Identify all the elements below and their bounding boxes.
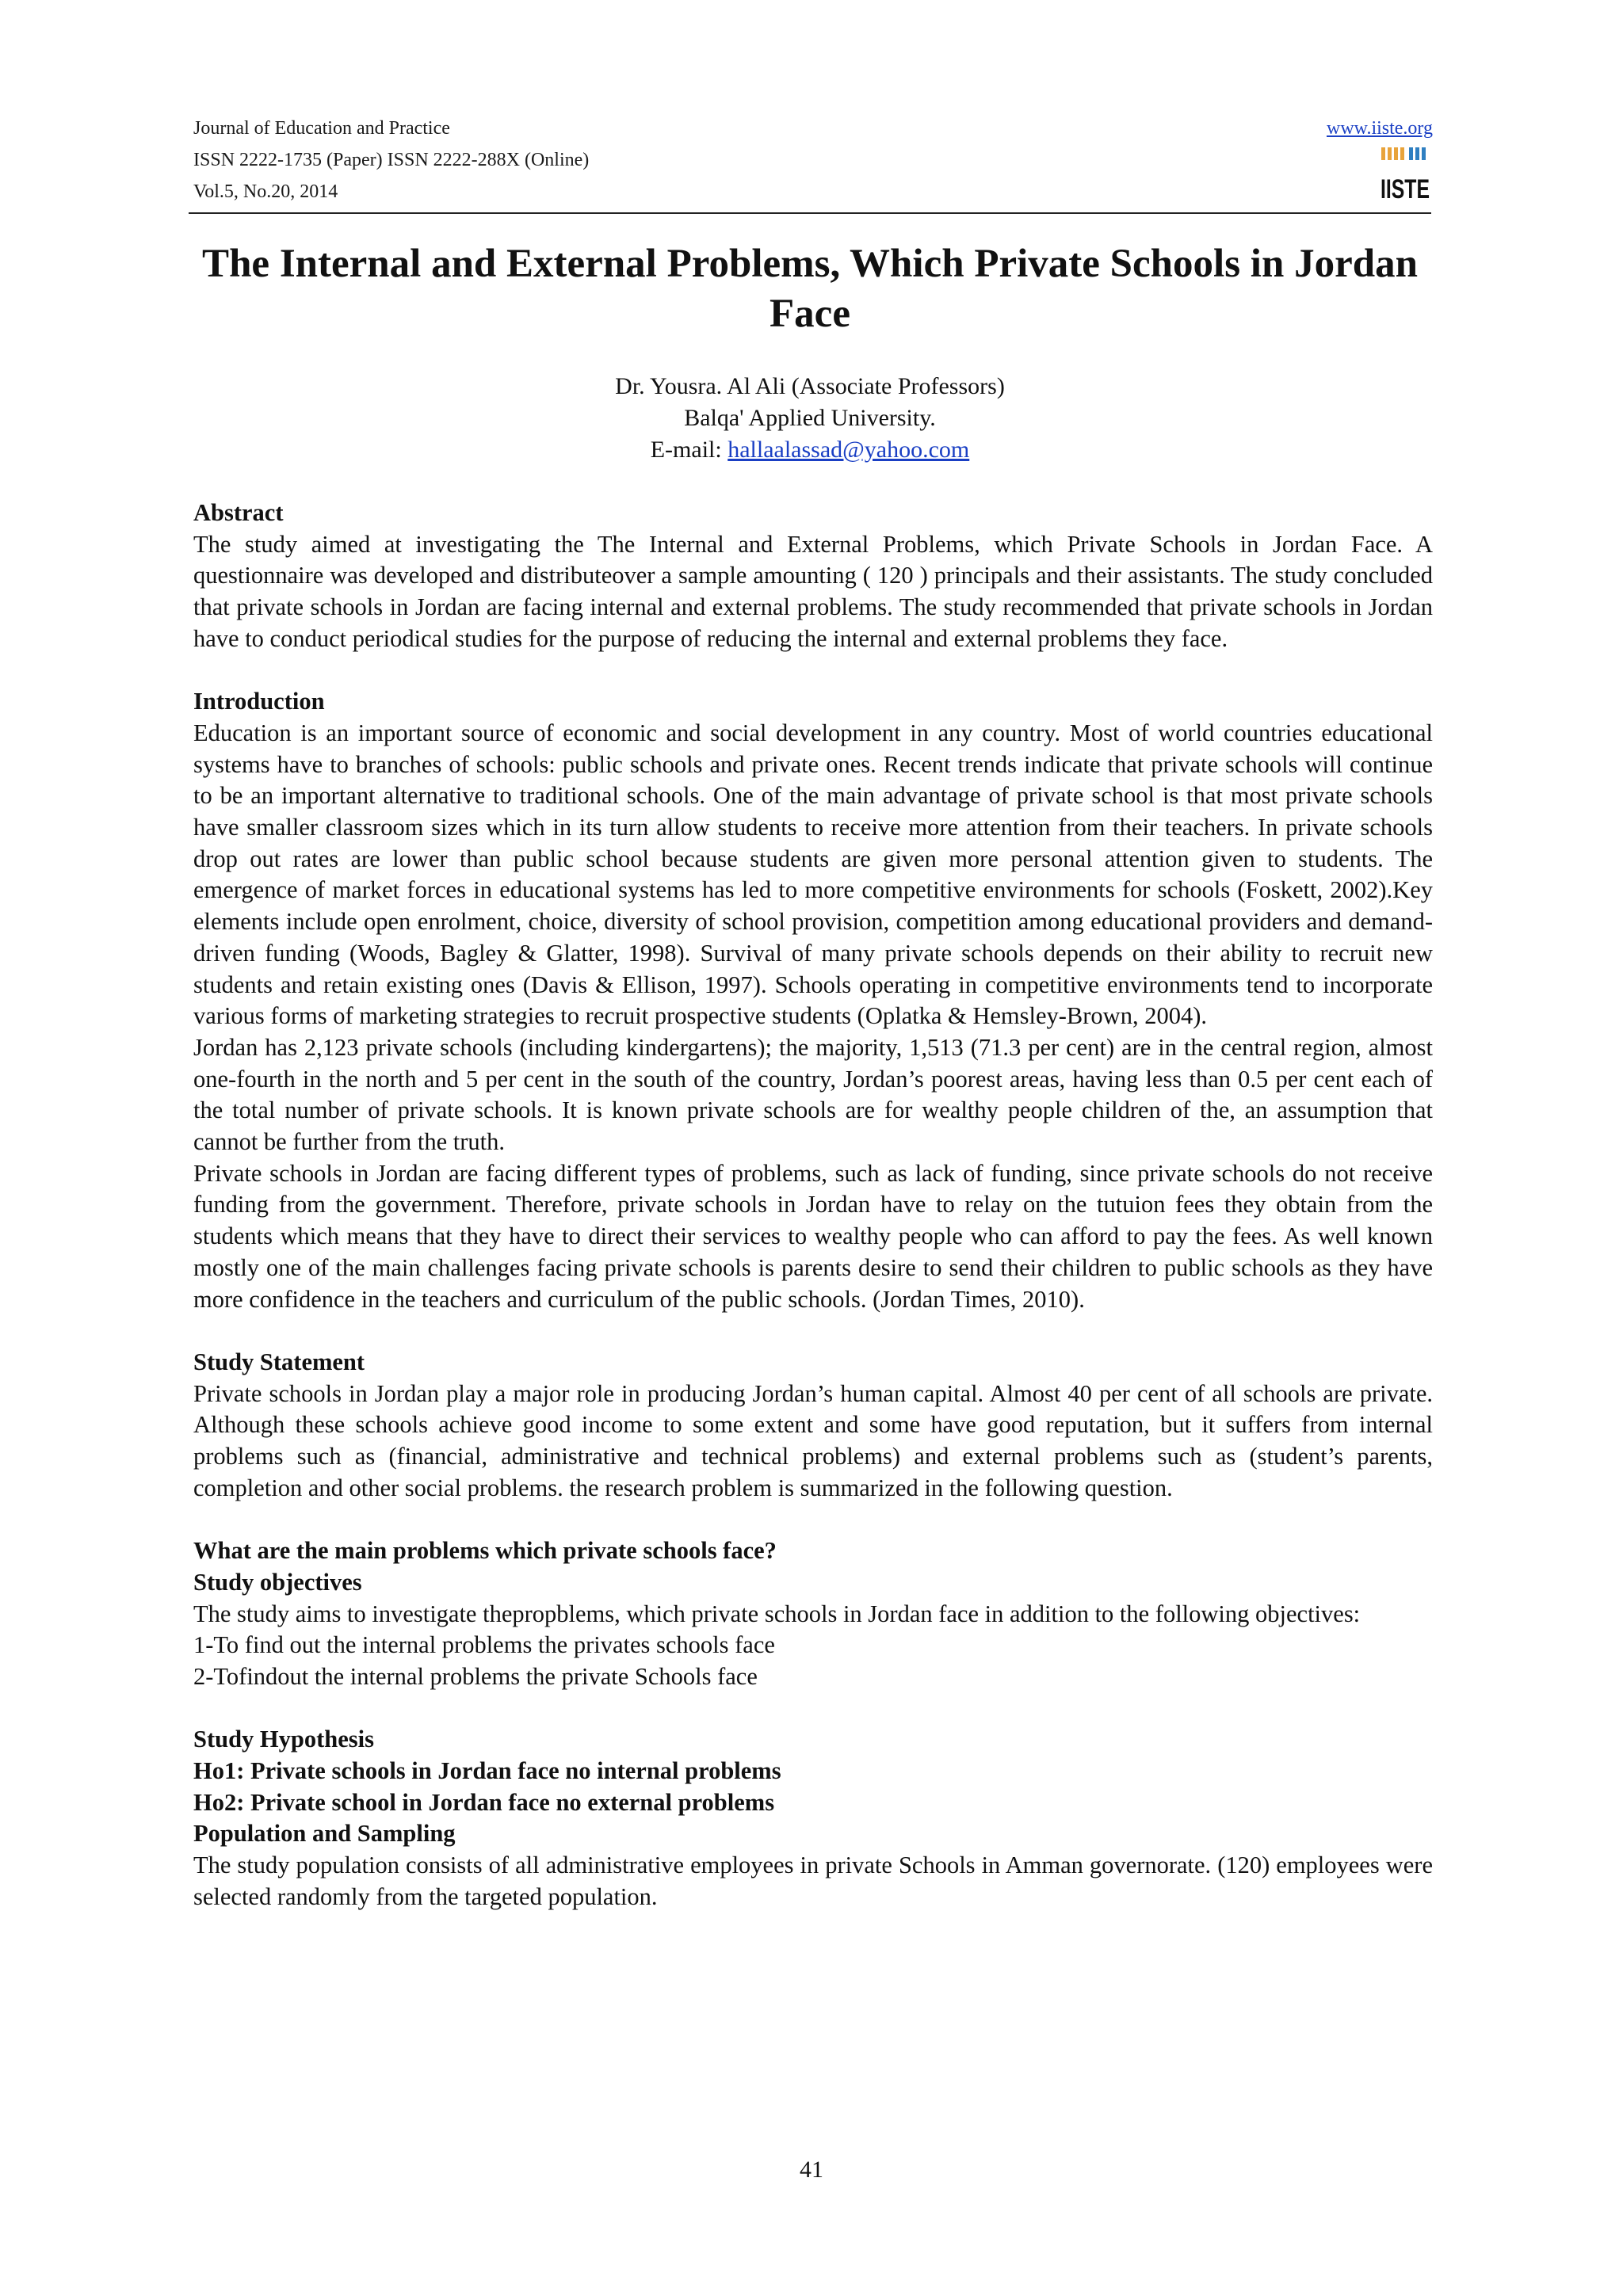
journal-header	[193, 113, 589, 208]
hypothesis-ho2: Ho2: Private school in Jordan face no external problems	[193, 1788, 775, 1816]
email-label: E-mail:	[650, 437, 728, 463]
paper-body	[193, 498, 1433, 1913]
research-question: What are the main problems which private schools face?	[193, 1537, 777, 1565]
hypothesis-heading: Study Hypothesis	[193, 1726, 374, 1753]
author-name: Dr. Yousra. Al Ali (Associate Professors)	[615, 373, 1005, 399]
objective-item-1: 1-To find out the internal problems the privates schools face	[193, 1631, 775, 1659]
population-text: The study population consists of all administrative employees in private Schools in Amman governorate. (120) employees were selected randomly from the targeted population.	[193, 1852, 1433, 1910]
journal-name: Journal of Education and Practice	[193, 118, 450, 139]
introduction-heading: Introduction	[193, 688, 325, 715]
introduction-paragraph-3: Private schools in Jordan are facing different types of problems, such as lack of funding, since private schools do not receive funding from the government. Therefore, private schools in Jordan have to relay on the tutuion fees they obtain from the students which means that they have to direct their services to wealthy people who can afford to pay the fees. As well known mostly one of the main challenges facing private schools is parents desire to send their children to public schools as they have more confidence in the teachers and curriculum of the public schools. (Jordan Times, 2010).	[193, 1159, 1433, 1313]
journal-volume: Vol.5, No.20, 2014	[193, 181, 338, 202]
hypothesis-ho1: Ho1: Private schools in Jordan face no internal problems	[193, 1757, 781, 1785]
objective-item-2: 2-Tofindout the internal problems the private Schools face	[193, 1662, 758, 1690]
introduction-paragraph-2: Jordan has 2,123 private schools (including kindergartens); the majority, 1,513 (71.3 per cent) are in the central region, almost one-fourth in the north and 5 per cent in the south of the country, Jordan’s poorest areas, having less than 0.5 per cent each of the total number of private schools. It is known private schools are for wealthy people children of the, an assumption that cannot be further from the truth.	[193, 1033, 1433, 1156]
logo-text: IISTE	[1381, 174, 1430, 204]
study-statement-heading: Study Statement	[193, 1348, 365, 1375]
population-heading: Population and Sampling	[193, 1820, 456, 1848]
journal-website-link[interactable]: www.iiste.org	[1327, 118, 1433, 139]
author-affiliation: Balqa' Applied University.	[684, 405, 936, 431]
iiste-logo-icon	[1379, 146, 1431, 203]
study-statement-text: Private schools in Jordan play a major role in producing Jordan’s human capital. Almost 40 per cent of all schools are private. Although these schools achieve good income to some extent and some have good reputation, but it suffers from internal problems such as (financial, administrative and technical problems) and external problems such as (student’s parents, completion and other social problems. the research problem is summarized in the following question.	[193, 1379, 1433, 1501]
objectives-text: The study aims to investigate thepropblems, which private schools in Jordan face in addition to the following objectives:	[193, 1600, 1361, 1627]
abstract-heading: Abstract	[193, 499, 284, 526]
journal-issn: ISSN 2222-1735 (Paper) ISSN 2222-288X (Online)	[193, 150, 590, 170]
introduction-paragraph-1: Education is an important source of economic and social development in any country. Most of world countries educational systems have to branches of schools: public schools and private ones. Recent trends indicate that private schools will continue to be an important alternative to traditional schools. One of the main advantage of private school is that most private schools have smaller classroom sizes which in its turn allow students to receive more attention from their teachers. In private schools drop out rates are lower than public school because students are given more personal attention given to students. The emergence of market forces in educational systems has led to more competitive environments for schools (Foskett, 2002).Key elements include open enrolment, choice, diversity of school provision, competition among educational providers and demand-driven funding (Woods, Bagley & Glatter, 1998). Survival of many private schools depends on their ability to recruit new students and retain existing ones (Davis & Ellison, 1997). Schools operating in competitive environments tend to incorporate various forms of marketing strategies to recruit prospective students (Oplatka & Hemsley-Brown, 2004).	[193, 719, 1433, 1030]
author-block	[189, 371, 1431, 466]
author-email-line	[189, 434, 1431, 466]
objectives-heading: Study objectives	[193, 1568, 362, 1596]
paper-title: The Internal and External Problems, Which Private Schools in Jordan Face	[202, 242, 1418, 336]
abstract-text: The study aimed at investigating the The Internal and External Problems, which Private Schools in Jordan Face. A questionnaire was developed and distributeover a sample amounting ( 120 ) principals and their assistants. The study concluded that private schools in Jordan are facing internal and external problems. The study recommended that private schools in Jordan have to conduct periodical studies for the purpose of reducing the internal and external problems they face.	[193, 530, 1433, 652]
header-divider	[189, 212, 1431, 214]
author-email-link[interactable]: hallaalassad@yahoo.com	[727, 437, 970, 463]
page-number: 41	[800, 2157, 823, 2183]
